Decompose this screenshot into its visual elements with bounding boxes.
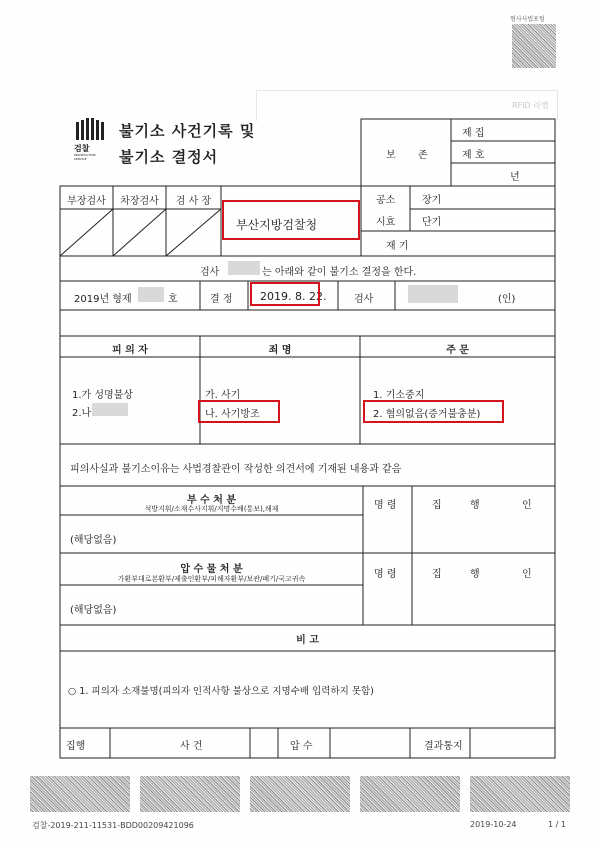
- seized-seal: 인: [522, 569, 532, 580]
- statute-short: 단기: [422, 217, 442, 228]
- seized-exec-2: 행: [470, 569, 480, 580]
- statute-long: 장기: [422, 195, 442, 206]
- retention-label-2: 존: [418, 150, 428, 161]
- doc-title-line2: 불기소 결정서: [119, 148, 219, 166]
- highlight-date: [250, 282, 320, 306]
- barcode-4: [360, 776, 460, 812]
- disposition-1: 1. 기소중지: [373, 390, 425, 401]
- barcode-5: [470, 776, 570, 812]
- charge-1: 가. 사기: [205, 390, 241, 401]
- stamp-label: 형사사법포털: [510, 16, 545, 23]
- decision-intro-prefix: 검사: [200, 267, 220, 278]
- decision-date: 2019. 8. 22.: [260, 290, 327, 303]
- charge-2: 나. 사기방조: [205, 409, 260, 420]
- approval-deputy: 차장검사: [120, 196, 159, 207]
- retention-row-3: 년: [510, 172, 520, 183]
- disposition-2: 2. 혐의없음(증거불충분): [373, 409, 481, 420]
- redacted-suspect-2: [92, 403, 128, 416]
- seized-title: 압 수 물 처 분: [180, 564, 243, 575]
- barcode-1: [30, 776, 130, 812]
- retention-row-2: 제 호: [462, 150, 485, 161]
- footer-exec: 집행: [66, 741, 86, 752]
- suspect-2: 2.나: [72, 408, 92, 419]
- logo-text: 검찰: [74, 144, 90, 153]
- highlight-disposition: [363, 400, 504, 423]
- attached-value: (해당없음): [70, 535, 117, 546]
- footer-seizure: 압 수: [290, 741, 313, 752]
- retention-label-1: 보: [386, 150, 396, 161]
- attached-seal: 인: [522, 500, 532, 511]
- seized-value: (해당없음): [70, 605, 117, 616]
- remarks-title: 비 고: [296, 635, 319, 646]
- footer-result: 결과통지: [424, 741, 463, 752]
- redacted-prosecutor: [408, 285, 458, 303]
- statute-reuse: 재 기: [386, 241, 409, 252]
- attached-title: 부 수 처 분: [186, 495, 237, 506]
- footer-case: 사 건: [180, 741, 203, 752]
- attached-sub: 석방지휘/소재수사지휘/지명수배(통보),해제: [144, 505, 279, 513]
- attached-order: 명 령: [374, 500, 397, 511]
- barcode-3: [250, 776, 350, 812]
- col-disposition: 주 문: [446, 345, 469, 356]
- footer-page: 1 / 1: [548, 820, 566, 829]
- footer-date: 2019-10-24: [470, 820, 517, 829]
- col-suspect: 피 의 자: [112, 345, 148, 356]
- barcode-2: [140, 776, 240, 812]
- col-charge: 죄 명: [268, 345, 292, 356]
- attached-exec-2: 행: [470, 500, 480, 511]
- approval-chief: 검 사 장: [175, 196, 212, 207]
- doc-title-line1: 불기소 사건기록 및: [119, 122, 256, 140]
- reason-text: 피의사실과 불기소이유는 사법경찰관이 작성한 의견서에 기재된 내용과 같음: [70, 464, 402, 475]
- decision-label: 결 정: [210, 294, 233, 305]
- redacted-case-number: [138, 287, 164, 302]
- seized-order: 명 령: [374, 569, 397, 580]
- prosecutor-label: 검사: [354, 294, 374, 305]
- statute-label-a: 공소: [376, 195, 396, 206]
- redacted-prosecutor-name: [228, 261, 260, 275]
- prosecutor-seal: (인): [498, 294, 516, 305]
- seized-exec-1: 집: [432, 569, 442, 580]
- retention-row-1: 제 집: [462, 128, 485, 139]
- case-suffix: 호: [168, 294, 178, 305]
- footer-doc-id: 검찰-2019-211-11531-BDD00209421096: [32, 821, 194, 830]
- statute-label-b: 시효: [376, 217, 396, 228]
- case-year: 2019년 형제: [74, 294, 132, 305]
- approval-head: 부장검사: [67, 196, 106, 207]
- rfid-note: RFID 라벨: [512, 101, 549, 110]
- suspect-1: 1.가 성명불상: [72, 390, 134, 401]
- office-name: 부산지방검찰청: [236, 218, 318, 232]
- attached-exec-1: 집: [432, 500, 442, 511]
- seized-sub: 가환부대로본환부/제출인환부/피해자환부/보관/폐기/국고귀속: [117, 575, 306, 583]
- logo-subtext: PROSECUTION SERVICE: [74, 153, 96, 161]
- decision-intro-suffix: 는 아래와 같이 불기소 결정을 한다.: [262, 267, 417, 278]
- remarks-item: ○ 1. 피의자 소재불명(피의자 인적사항 불상으로 지명수배 입력하지 못함): [68, 686, 374, 697]
- highlight-charge: [198, 400, 280, 423]
- highlight-office: [222, 200, 360, 240]
